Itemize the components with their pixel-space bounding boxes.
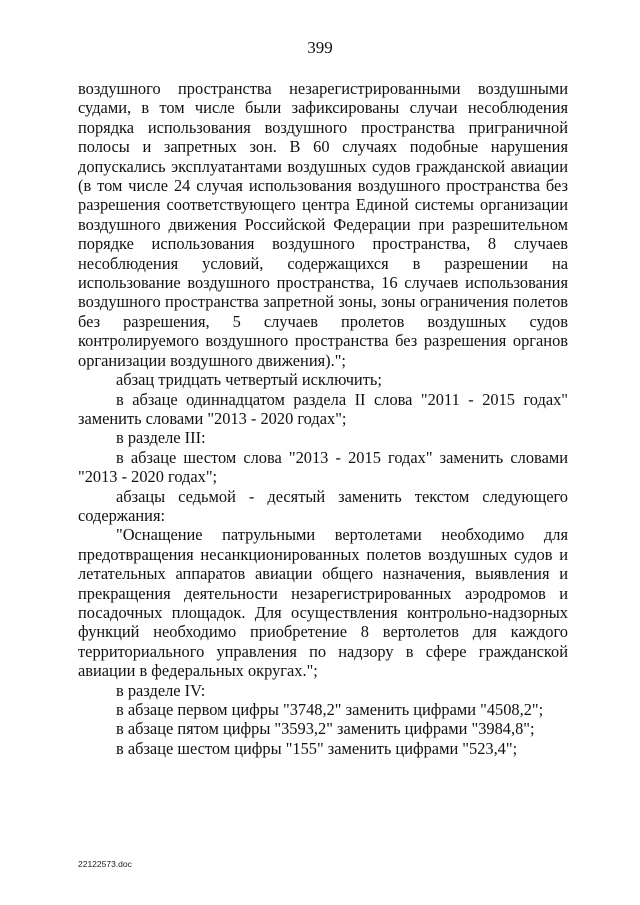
paragraph: в абзаце шестом слова "2013 - 2015 годах" заменить словами "2013 - 2020 годах"; [78,447,568,487]
document-body [78,79,568,758]
paragraph: воздушного пространства незарегистрированными воздушными судами, в том числе были зафиксированы случаи несоблюдения порядка использования воздушного пространства приграничной полосы и запретных зон. В 60 случаях подобные нарушения допускались эксплуатантами воздушных судов гражданской авиации (в том числе 24 случая использования воздушного пространства без разрешения соответствующего центра Единой системы организации воздушного движения Российской Федерации при разрешительном порядке использования воздушного пространства, 8 случаев несоблюдения условий, содержащихся в разрешении на использование воздушного пространства, 16 случаев использования воздушного пространства запретной зоны, зоны ограничения полетов без разрешения, 5 случаев пролетов воздушных судов контролируемого воздушного пространства без разрешения органов организации воздушного движения)."; [78,79,568,370]
paragraph: абзацы седьмой - десятый заменить текстом следующего содержания: [78,486,568,525]
paragraph: в абзаце пятом цифры "3593,2" заменить цифрами "3984,8"; [116,719,535,739]
paragraph: в разделе IV: [116,680,206,700]
file-name-footer: 22122573.doc [78,859,132,869]
paragraph: абзац тридцать четвертый исключить; [116,370,382,390]
paragraph: в абзаце первом цифры "3748,2" заменить цифрами "4508,2"; [116,700,544,719]
paragraph: в абзаце шестом цифры "155" заменить цифрами "523,4"; [116,738,518,758]
paragraph: в абзаце одиннадцатом раздела II слова "2011 - 2015 годах" заменить словами "2013 - 2020 годах"; [78,389,568,428]
paragraph: "Оснащение патрульными вертолетами необходимо для предотвращения несанкционированных полетов воздушных судов и летательных аппаратов авиации общего назначения, выявления и прекращения деятельности незарегистрированных аэродромов и посадочных площадок. Для осуществления контрольно-надзорных функций необходимо приобретение 8 вертолетов для каждого территориального управления по надзору в сфере гражданской авиации в федеральных округах."; [78,525,568,681]
paragraph: в разделе III: [116,428,206,448]
page-number: 399 [307,38,333,57]
